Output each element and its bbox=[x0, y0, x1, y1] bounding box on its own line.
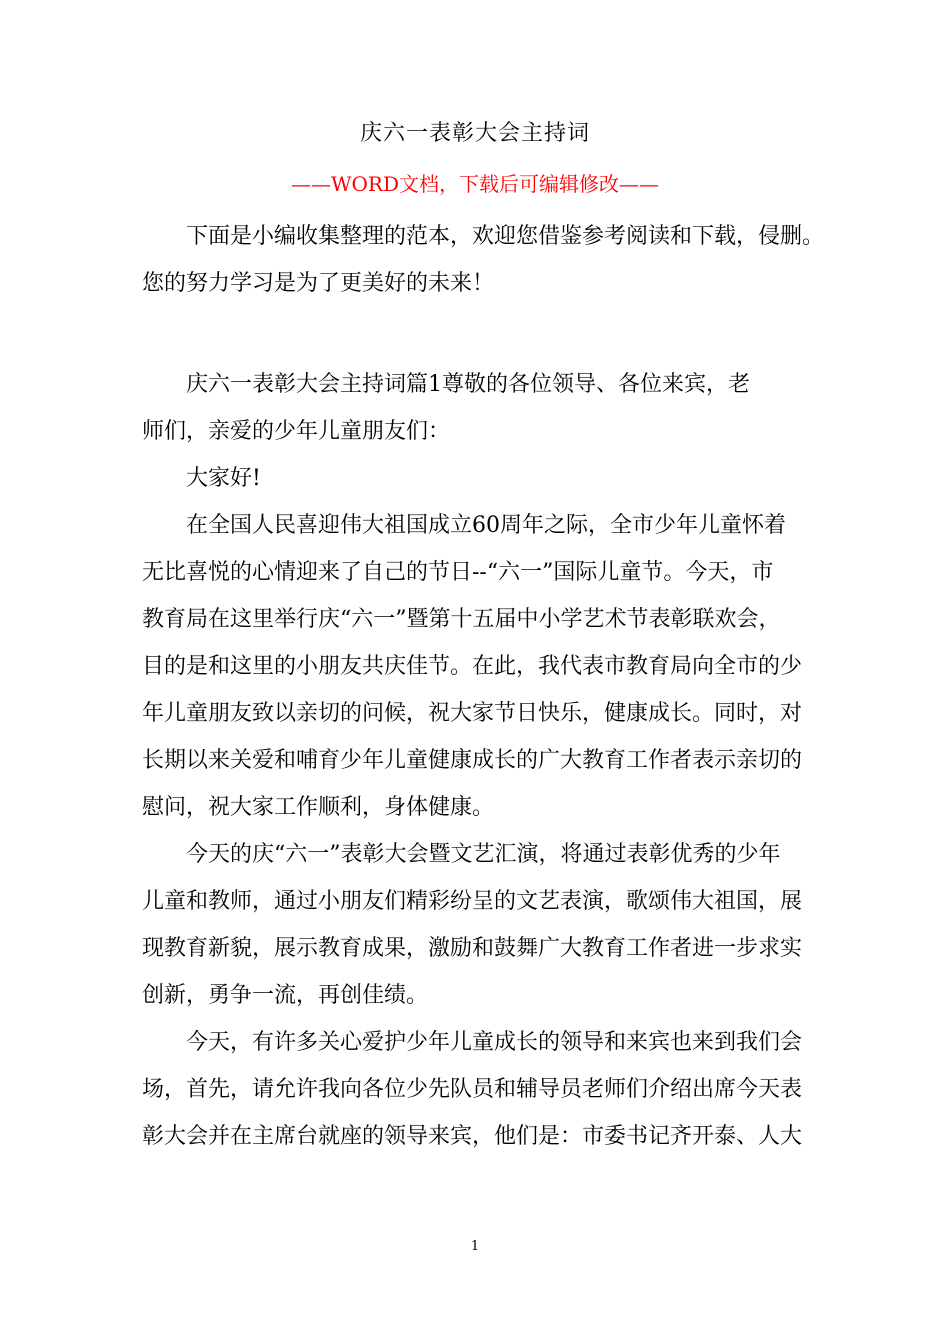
paragraph-line: 长期以来关爱和哺育少年儿童健康成长的广大教育工作者表示亲切的 bbox=[142, 748, 803, 773]
paragraph-line: 无比喜悦的心情迎来了自己的节日--“六一”国际儿童节。今天，市 bbox=[142, 560, 774, 585]
paragraph-festival bbox=[142, 502, 822, 831]
paragraph-line: 在全国人民喜迎伟大祖国成立60周年之际，全市少年儿童怀着 bbox=[186, 513, 786, 538]
paragraph-line: 现教育新貌，展示教育成果，激励和鼓舞广大教育工作者进一步求实 bbox=[142, 936, 803, 961]
paragraph-greeting bbox=[142, 361, 822, 455]
paragraph-guests bbox=[142, 1019, 822, 1160]
paragraph-line: 庆六一表彰大会主持词篇1尊敬的各位领导、各位来宾，老 bbox=[186, 372, 750, 397]
document-title: 庆六一表彰大会主持词 bbox=[359, 121, 590, 146]
paragraph-line: 今天的庆“六一”表彰大会暨文艺汇演，将通过表彰优秀的少年 bbox=[186, 842, 781, 867]
paragraph-hello bbox=[142, 455, 822, 502]
paragraph-line: 大家好! bbox=[186, 466, 261, 491]
document-subtitle: ——WORD文档，下载后可编辑修改—— bbox=[290, 172, 660, 196]
paragraph-line: 慰问，祝大家工作顺利，身体健康。 bbox=[142, 795, 495, 820]
paragraph-ceremony bbox=[142, 831, 822, 1019]
intro-text bbox=[142, 213, 825, 307]
intro-line: 下面是小编收集整理的范本，欢迎您借鉴参考阅读和下载，侵删。 bbox=[186, 224, 825, 249]
paragraph-line: 今天，有许多关心爱护少年儿童成长的领导和来宾也来到我们会 bbox=[186, 1030, 803, 1055]
paragraph-line: 目的是和这里的小朋友共庆佳节。在此，我代表市教育局向全市的少 bbox=[142, 654, 803, 679]
paragraph-line: 创新，勇争一流，再创佳绩。 bbox=[142, 983, 429, 1008]
paragraph-line: 彰大会并在主席台就座的领导来宾，他们是：市委书记齐开泰、人大 bbox=[142, 1124, 803, 1149]
paragraph-line: 儿童和教师，通过小朋友们精彩纷呈的文艺表演，歌颂伟大祖国，展 bbox=[142, 889, 803, 914]
intro-paragraph bbox=[142, 213, 825, 307]
page-number: 1 bbox=[470, 1239, 480, 1254]
paragraph-line: 教育局在这里举行庆“六一”暨第十五届中小学艺术节表彰联欢会， bbox=[142, 607, 781, 632]
document-body bbox=[142, 361, 822, 1160]
paragraph-line: 场，首先，请允许我向各位少先队员和辅导员老师们介绍出席今天表 bbox=[142, 1077, 803, 1102]
intro-line: 您的努力学习是为了更美好的未来！ bbox=[142, 271, 495, 296]
paragraph-line: 师们，亲爱的少年儿童朋友们： bbox=[142, 419, 451, 444]
paragraph-line: 年儿童朋友致以亲切的问候，祝大家节日快乐，健康成长。同时，对 bbox=[142, 701, 803, 726]
